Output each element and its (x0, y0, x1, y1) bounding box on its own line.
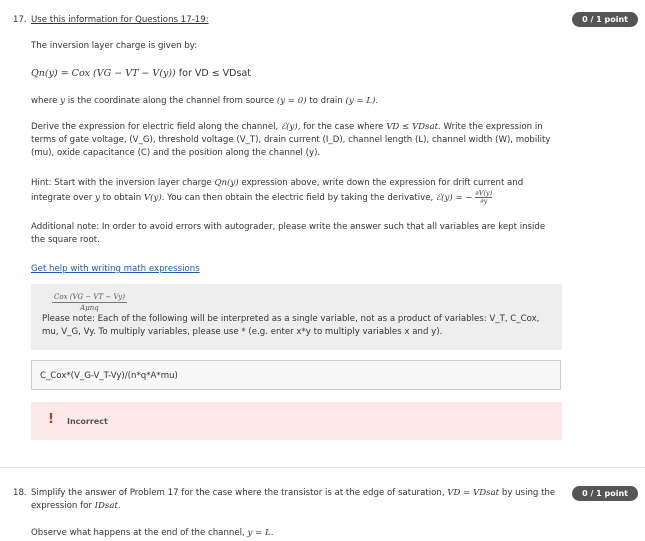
intro-text: The inversion layer charge is given by: (31, 41, 198, 51)
equation-body: Qn(y) = Cox (VG − VT − V(y)) (31, 68, 176, 79)
hint-b: expression above, write down the expression for drift current and integrate over (31, 178, 524, 203)
derivative-num: ∂V(y) (475, 189, 493, 197)
q18-text-b: by using the expression for (31, 488, 556, 511)
preview-denominator: Aμnq (80, 304, 99, 312)
exclamation-icon: ! (48, 412, 54, 427)
observe-prefix: Observe what happens at the end of the channel, (31, 528, 245, 538)
hint-c: to obtain (102, 193, 142, 203)
hint-q: Qn(y) (214, 178, 239, 188)
derivative-fraction (475, 190, 492, 205)
answer-input[interactable]: C_Cox*(V_G-V_T-Vy)/(n*q*A*mu) (31, 360, 561, 390)
variable-note: Please note: Each of the following will be interpreted as a single variable, not as a product of variables: V_T, C_Cox, mu, V_G, Vy. To multiply variables, please use * (e.g. enter x*y to multiply variables x and y). (42, 314, 540, 337)
where-prefix: where (31, 96, 58, 106)
where-drain: (y = L). (345, 96, 379, 106)
observe-text (31, 527, 273, 540)
q18-text-a: Simplify the answer of Problem 17 for the case where the transistor is at the edge of saturation, (31, 488, 445, 498)
hint-d: You can then obtain the electric field by taking the derivative, (167, 193, 434, 203)
observe-math: y = L. (247, 528, 274, 538)
question-divider (0, 467, 645, 468)
q18-idsat: IDsat (94, 501, 118, 511)
question-18-text (31, 487, 571, 513)
hint-e: ℰ(y) = − (435, 193, 473, 203)
score-badge-17: 0 / 1 point (572, 12, 638, 27)
where-var: y (60, 96, 65, 106)
hint-v: V(y). (143, 193, 165, 203)
incorrect-feedback (31, 402, 562, 440)
question-17-number: 17. (13, 15, 27, 25)
derive-cond: VD ≤ VDsat (386, 122, 439, 132)
q18-cond: VD = VDsat (447, 488, 500, 498)
question-17-title[interactable]: Use this information for Questions 17-19: (31, 15, 209, 25)
derive-text (31, 121, 561, 160)
where-src: (y = 0) (276, 96, 307, 106)
answer-preview (52, 292, 127, 313)
status-label: Incorrect (67, 417, 108, 426)
equation-suffix: for VD ≤ VDsat (178, 68, 251, 79)
where-mid: is the coordinate along the channel from source (67, 96, 275, 106)
preview-numerator: Cox (VG − VT − Vy) (54, 293, 125, 301)
hint-text (31, 177, 561, 205)
derive-a: Derive the expression for electric field along the channel, (31, 122, 279, 132)
question-18-number: 18. (13, 488, 27, 498)
score-badge-18: 0 / 1 point (572, 486, 638, 501)
derive-field: ℰ(y), (280, 122, 301, 132)
where-text (31, 95, 561, 108)
derivative-den: ∂y (480, 197, 488, 205)
charge-equation (31, 67, 561, 80)
hint-a: Hint: Start with the inversion layer charge (31, 178, 212, 188)
additional-note: Additional note: In order to avoid errors with autograder, please write the answer such that all variables are kept inside the square root. (31, 222, 546, 245)
derive-c: . Write the expression in terms of gate voltage, (V_G), threshold voltage (V_T), drain current (I_D), channel length (L), channel width (W), mobility (mu), oxide capacitance (C) and the position along the channel (y). (31, 122, 551, 158)
where-to: to drain (309, 96, 343, 106)
q18-text-c: . (117, 501, 121, 511)
math-help-link[interactable]: Get help with writing math expressions (31, 264, 200, 274)
derive-b: for the case where (303, 122, 384, 132)
preview-box (31, 284, 562, 350)
hint-y: y (95, 193, 100, 203)
